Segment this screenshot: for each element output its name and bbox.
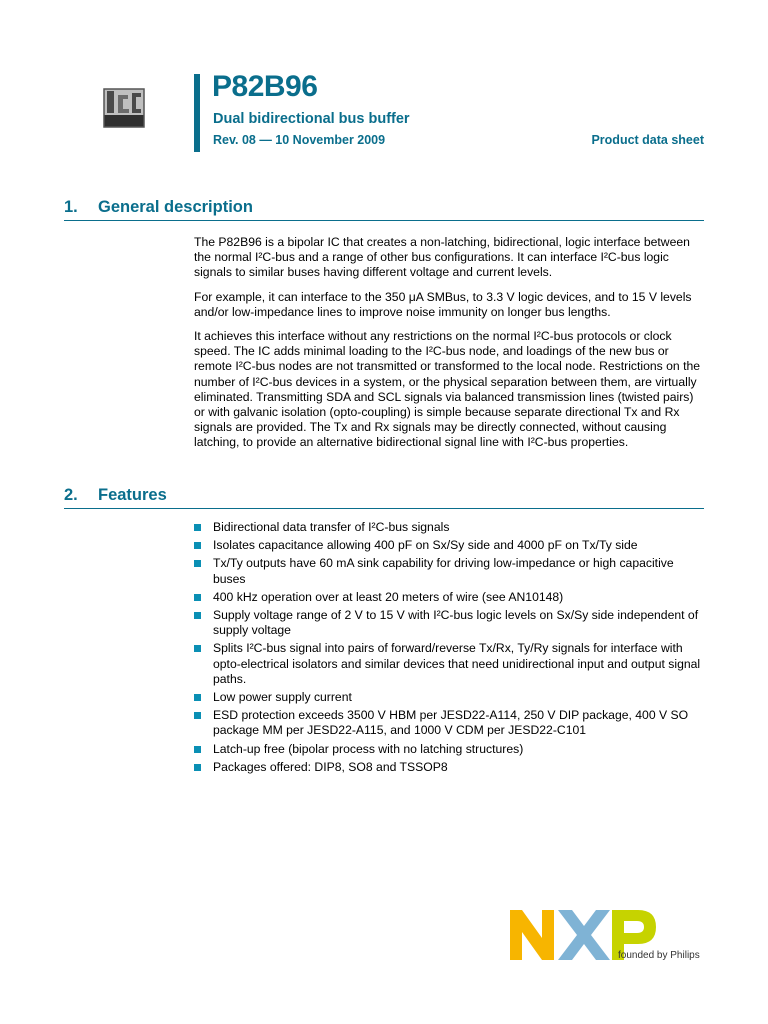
- bullet-icon: [194, 524, 201, 531]
- nxp-tagline: founded by Philips: [618, 950, 700, 961]
- bullet-icon: [194, 594, 201, 601]
- section-number: 2.: [64, 486, 78, 504]
- product-subtitle: Dual bidirectional bus buffer: [213, 111, 410, 127]
- bullet-icon: [194, 560, 201, 567]
- feature-item: [194, 590, 704, 605]
- feature-item: [194, 538, 704, 553]
- bullet-icon: [194, 712, 201, 719]
- bullet-icon: [194, 542, 201, 549]
- feature-text: ESD protection exceeds 3500 V HBM per JESD22-A114, 250 V DIP package, 400 V SO package MM per JESD22-A115, and 1000 V CDM per JESD22-C101: [213, 708, 689, 738]
- feature-text: 400 kHz operation over at least 20 meters of wire (see AN10148): [213, 589, 564, 604]
- bullet-icon: [194, 645, 201, 652]
- feature-item: [194, 608, 704, 638]
- bullet-icon: [194, 612, 201, 619]
- document-type: Product data sheet: [591, 133, 704, 147]
- feature-text: Latch-up free (bipolar process with no latching structures): [213, 741, 524, 756]
- bullet-icon: [194, 764, 201, 771]
- section-title: Features: [98, 486, 167, 504]
- feature-text: Low power supply current: [213, 690, 352, 705]
- bullet-icon: [194, 694, 201, 701]
- paragraph: For example, it can interface to the 350 μA SMBus, to 3.3 V logic devices, and to 15 V levels and/or low-impedance lines to improve noise immunity on longer bus lengths.: [194, 289, 692, 319]
- revision-date: Rev. 08 — 10 November 2009: [213, 133, 386, 147]
- feature-item: [194, 742, 704, 757]
- bullet-icon: [194, 746, 201, 753]
- feature-item: [194, 520, 704, 535]
- section-number: 1.: [64, 198, 78, 216]
- features-list: [194, 520, 704, 778]
- feature-item: [194, 690, 704, 705]
- paragraph: The P82B96 is a bipolar IC that creates a non-latching, bidirectional, logic interface between the normal I²C-bus and a range of other bus configurations. It can interface I²C-bus logic signals to similar buses having different voltage and current levels.: [194, 235, 690, 280]
- feature-item: [194, 641, 704, 687]
- feature-text: Isolates capacitance allowing 400 pF on Sx/Sy side and 4000 pF on Tx/Ty side: [213, 538, 638, 553]
- feature-text: Tx/Ty outputs have 60 mA sink capability for driving low-impedance or high capacitive buses: [213, 556, 674, 586]
- product-title: P82B96: [212, 70, 318, 103]
- i2c-bus-logo-icon: [102, 87, 146, 129]
- feature-text: Splits I²C-bus signal into pairs of forward/reverse Tx/Rx, Ty/Ry signals for interface with opto-electrical isolators and similar devices that need unidirectional input and output signal paths.: [213, 641, 701, 686]
- section-heading-features: [64, 486, 704, 509]
- nxp-logo-icon: [508, 908, 708, 964]
- feature-text: Bidirectional data transfer of I²C-bus signals: [213, 520, 450, 534]
- feature-item: [194, 556, 704, 586]
- feature-text: Packages offered: DIP8, SO8 and TSSOP8: [213, 759, 448, 774]
- general-description-body: [194, 235, 704, 460]
- section-heading-general-description: [64, 198, 704, 221]
- section-title: General description: [98, 198, 253, 216]
- feature-item: [194, 708, 704, 738]
- feature-text: Supply voltage range of 2 V to 15 V with I²C-bus logic levels on Sx/Sy side independent of supply voltage: [213, 608, 699, 638]
- paragraph: It achieves this interface without any restrictions on the normal I²C-bus protocols or clock speed. The IC adds minimal loading to the I²C-bus node, and loadings of the new bus or remote I²C-bus nodes are not transmitted or transformed to the local node. Restrictions on the number of I²C-bus devices in a system, or the physical separation between them, are virtually eliminated. Transmitting SDA and SCL signals via balanced transmission lines (twisted pairs) or with galvanic isolation (opto-coupling) is simple because separate directional Tx and Rx signals are provided. The Tx and Rx signals may be directly connected, without causing latching, to provide an alternative bidirectional signal line with I²C-bus properties.: [194, 329, 701, 450]
- feature-item: [194, 760, 704, 775]
- header-accent-bar: [194, 74, 200, 152]
